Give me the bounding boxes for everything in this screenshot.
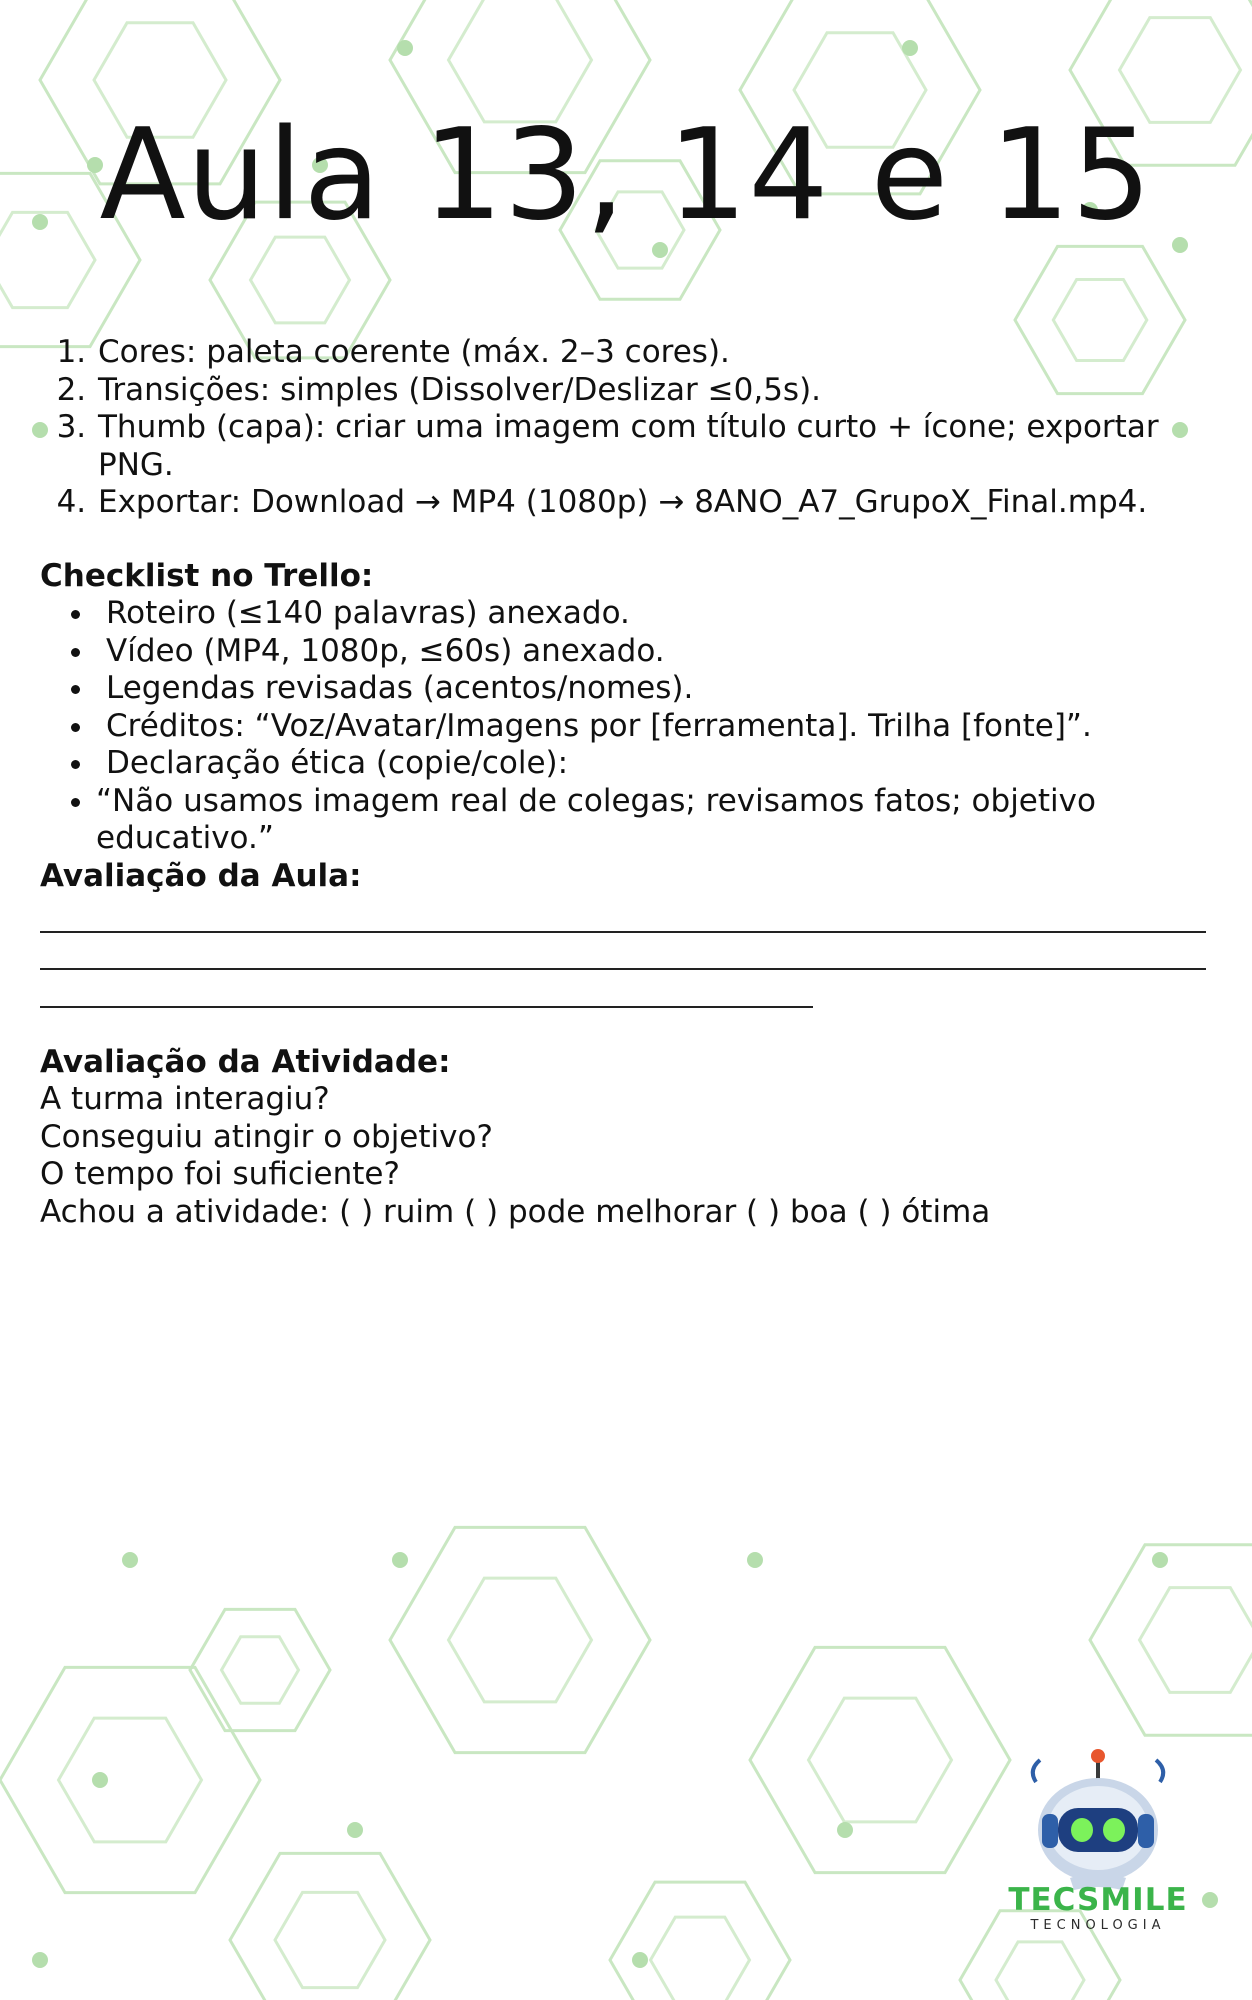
answer-line-row [40,895,1220,933]
evaluation-question: A turma interagiu? [40,1081,330,1117]
worksheet-body [40,334,1220,1231]
step-item: 2. Transições: simples (Dissolver/Deslizar ≤0,5s). [96,372,1220,410]
step-item: 3. Thumb (capa): criar uma imagem com título curto + ícone; exportar PNG. [96,409,1220,484]
brand-tagline: TECNOLOGIA [1030,1918,1166,1933]
evaluation-question: O tempo foi suficiente? [40,1156,400,1192]
page-title: Aula 13, 14 e 15 [99,101,1153,248]
steps-list [40,334,1220,522]
checklist-heading: Checklist no Trello: [40,557,374,594]
checklist-item: • Legendas revisadas (acentos/nomes). [96,670,1220,708]
answer-line[interactable] [40,1006,813,1008]
checklist-item: • Vídeo (MP4, 1080p, ≤60s) anexado. [96,633,1220,671]
answer-line-row [40,970,1220,1008]
evaluation-question: Conseguiu atingir o objetivo? [40,1118,493,1155]
checklist-item: • Roteiro (≤140 palavras) anexado. [96,595,1220,633]
avaliacao-aula-heading: Avaliação da Aula: [40,857,362,894]
answer-line-row [40,933,1220,971]
avaliacao-atividade-heading: Avaliação da Atividade: [40,1043,451,1080]
checklist-item: • “Não usamos imagem real de colegas; revisamos fatos; objetivo educativo.” [96,783,1220,858]
brand-name: TECSMILE [1008,1882,1188,1918]
checklist-item: • Créditos: “Voz/Avatar/Imagens por [ferramenta]. Trilha [fonte]”. [96,708,1220,746]
step-item: 4. Exportar: Download → MP4 (1080p) → 8ANO_A7_GrupoX_Final.mp4. [96,484,1220,522]
checklist-item: • Declaração ética (copie/cole): [96,745,1220,783]
checklist [40,595,1220,858]
step-item: 1. Cores: paleta coerente (máx. 2–3 cores). [96,334,1220,372]
evaluation-rating: Achou a atividade: ( ) ruim ( ) pode melhorar ( ) boa ( ) ótima [40,1193,991,1230]
